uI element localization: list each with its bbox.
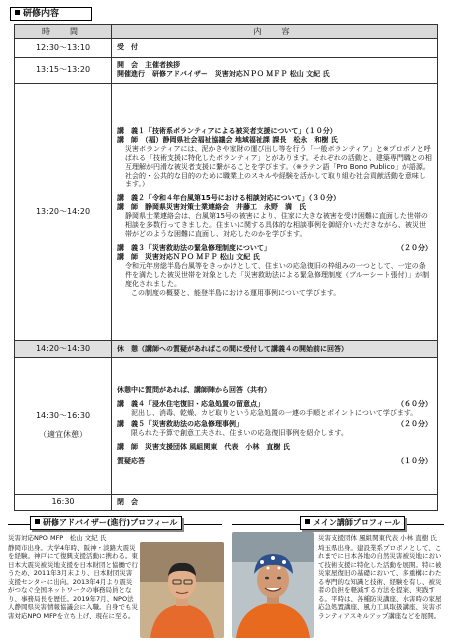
qa-minutes: （１０分） (397, 456, 432, 465)
lecture2-body: 静岡県士業連絡会は、台風第15号の被害により、住家に大きな被害を受け困難に直面した世帯の相談を多数行ってきました。住まいに関する具体的な相談事例を御紹介いただきながら、被災世帯がどのような困難に直面し、対応したのかを学びます。 (125, 212, 428, 239)
content-cell (112, 357, 438, 494)
lecture1-body: 災害ボランティアには、泥かきや家財の運び出し等を行う「一般ボランティア」と※プロボノと呼ばれる「技術支援に特化したボランティア」とがあります。それぞれの活動と、建築専門職との相互理解が円滑な被災者支援に繋がることを学びます。（※ラテン語「Pro Bono Publico」が語源。社会的・公共的な目的のために職業上のスキルや経験を活かして取り組む社会貢献活動を意味します。） (125, 144, 432, 189)
profile-right-body: 埼玉県出身。建設業系プロボノとして、これまでに日本各地の自然災害被災地において技術支援に特化した活動を展開。特に被災家屋復旧の基礎において、多重構にわたる専門的な知識と技術、経験を有し、被災者の負担を軽減する方法を提案、実践する。平時は、各種防災講座、水害時の家屋応急処置講座、風力工具取扱講座、災害ボランティアスキルアップ講座などを展開。 (318, 544, 442, 620)
lecture3-minutes: （２０分） (397, 244, 432, 253)
profile-left-name: 災害対応NPO MFP 松山 文紀 氏 (8, 534, 107, 542)
table-row (15, 494, 438, 510)
content-cell: 受 付 (112, 39, 438, 57)
schedule-table (14, 24, 438, 511)
lecture1-lecturer: 講 師 （福）静岡県社会福祉協議会 地域福祉課 課長 松永 和樹 氏 (117, 135, 338, 144)
square-bullet-icon (305, 519, 310, 524)
profile-right-photo (232, 532, 314, 638)
table-row (15, 341, 438, 357)
lecture5-title-line (117, 420, 432, 429)
square-bullet-icon (35, 519, 40, 524)
content-cell: 閉 会 (112, 494, 438, 510)
table-row (15, 57, 438, 84)
table-row (15, 84, 438, 341)
moderator-line: 開催進行 研修アドバイザー 災害対応ＮＰＯ ＭＦＰ 松山 文紀 氏 (117, 70, 330, 79)
profile-right-heading: メイン講師プロフィール (300, 516, 405, 530)
lecture3-lecturer: 講 師 災害対応ＮＰＯ ＭＦＰ 松山 文紀 氏 (117, 253, 260, 262)
qa-title: 質疑応答 (117, 456, 145, 465)
lecture5-body: 限られた予算で創意工夫され、住まいの応急復旧事例を紹介します。 (131, 428, 348, 437)
lecture5-minutes: （２０分） (397, 419, 432, 428)
time-cell: 12:30～13:10 (15, 39, 112, 57)
content-cell (112, 84, 438, 341)
lecture1-title: 講 義１「技術系ボランティアによる被災者支援について」（１０分） (117, 126, 337, 135)
qa-title-line (117, 457, 432, 466)
profile-left-heading: 研修アドバイザー(進行)プロフィール (30, 516, 182, 530)
lecture5-title: 講 義５「災害救助法の応急修理事例」 (117, 419, 243, 428)
header-content: 内 容 (112, 25, 438, 39)
lecture45-lecturer: 講 師 災害支援団体 風組関東 代表 小林 直樹 氏 (117, 442, 290, 451)
table-row (15, 357, 438, 494)
profile-left-body: 静岡市出身。大学4年時、阪神・淡路大震災を経験。神戸にて復興支援活動に携わる。東日本大震災被災地支援を日本財団と協働で行うため、2011年3月末より、日本財団災害支援センターに出向。2013年4月より震災がつなぐ全国ネットワークの事務局員となり、事務局長を歴任。2019年7月、NPO法人静岡県災害情報協議会に入職。自身でも災害対応NPO MFPを立ち上げ、現在に至る。 (8, 544, 138, 620)
lecture3-title-line (117, 244, 432, 253)
profile-left-photo (140, 542, 224, 638)
lecture4-title-line (117, 400, 432, 409)
time-cell: 13:20～14:20 (15, 84, 112, 341)
profile-right-name: 災害支援団体 風組関東代表 小林 直樹 氏 (318, 534, 437, 542)
break-cell: 休 憩（講師への質疑があればこの間に受付して講義４の開始前に回答） (112, 341, 438, 357)
time-note: （適宜休憩） (39, 429, 87, 439)
square-bullet-icon (15, 10, 20, 15)
lecture4-title: 講 義４「浸水住宅復旧・応急処置の留意点」 (117, 399, 264, 408)
content-cell (112, 57, 438, 84)
section-title: 研修内容 (10, 7, 92, 21)
time-cell (15, 357, 112, 494)
lecture4-body: 泥出し、消毒、乾燥、カビ取りという応急処置の一連の手順とポイントについて学びます。 (131, 408, 418, 417)
time-cell: 13:15～13:20 (15, 57, 112, 84)
qa-note: 休憩中に質問があれば、講師陣から回答（共有） (117, 385, 271, 394)
time-cell: 16:30 (15, 494, 112, 510)
lecture3-body: 令和元年房総半島台風等をきっかけとして、住まいの応急復旧の枠組みの一つとして、一定の条件を満たした被災世帯を対象とした「災害救助法による緊急修理制度（ブルーシート張付）」が制度化されました。 (125, 262, 430, 288)
lecture3-body-2: この制度の概要と、能登半島における運用事例について学びます。 (131, 288, 341, 297)
time-range: 14:30～16:30 (35, 411, 91, 421)
time-cell: 14:20～14:30 (15, 341, 112, 357)
table-row (15, 39, 438, 57)
header-time: 時 間 (15, 25, 112, 39)
lecture4-minutes: （６０分） (397, 399, 432, 408)
lecture2-lecturer: 講 師 静岡県災害対策士業連絡会 井藤工 永野 満 氏 (117, 203, 306, 212)
lecture2-title: 講 義２「令和４年台風第15号における相談対応について」（３０分） (117, 194, 341, 203)
lecture3-title: 講 義３「災害救助法の緊急修理制度について」 (117, 244, 271, 253)
opening-line: 開 会 主催者挨拶 (117, 61, 180, 70)
